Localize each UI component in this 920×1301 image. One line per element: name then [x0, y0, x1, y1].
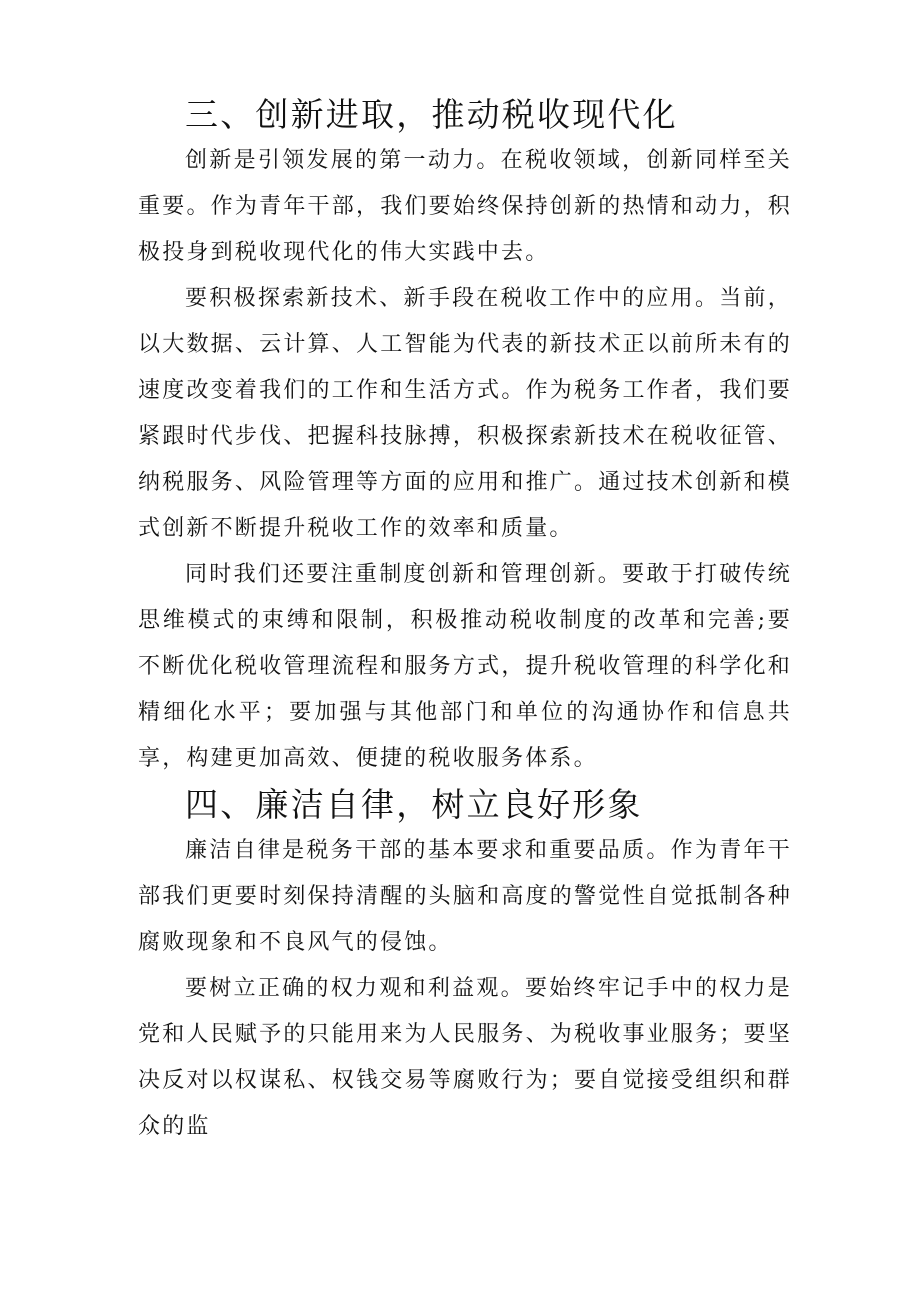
paragraph-power-view: 要树立正确的权力观和利益观。要始终牢记手中的权力是党和人民赋予的只能用来为人民服务、为税收事业服务；要坚决反对以权谋私、权钱交易等腐败行为；要自觉接受组织和群众的监: [138, 976, 792, 1139]
paragraph-innovation-intro: 创新是引领发展的第一动力。在税收领域，创新同样至关重要。作为青年干部，我们要始终保持创新的热情和动力，积极投身到税收现代化的伟大实践中去。: [138, 148, 792, 265]
section-heading-integrity: 四、廉洁自律，树立良好形象: [185, 785, 643, 824]
paragraph-new-technology: 要积极探索新技术、新手段在税收工作中的应用。当前，以大数据、云计算、人工智能为代表的新技术正以前所未有的速度改变着我们的工作和生活方式。作为税务工作者，我们要紧跟时代步伐、把握科技脉搏，积极探索新技术在税收征管、纳税服务、风险管理等方面的应用和推广。通过技术创新和模式创新不断提升税收工作的效率和质量。: [138, 286, 792, 541]
document-body: [138, 92, 792, 1150]
paragraph-system-innovation: 同时我们还要注重制度创新和管理创新。要敢于打破传统思维模式的束缚和限制，积极推动税收制度的改革和完善;要不断优化税收管理流程和服务方式，提升税收管理的科学化和精细化水平；要加强与其他部门和单位的沟通协作和信息共享，构建更加高效、便捷的税收服务体系。: [138, 562, 792, 771]
paragraph-integrity-intro: 廉洁自律是税务干部的基本要求和重要品质。作为青年干部我们更要时刻保持清醒的头脑和高度的警觉性自觉抵制各种腐败现象和不良风气的侵蚀。: [138, 838, 792, 955]
section-heading-innovation: 三、创新进取，推动税收现代化: [185, 95, 678, 134]
